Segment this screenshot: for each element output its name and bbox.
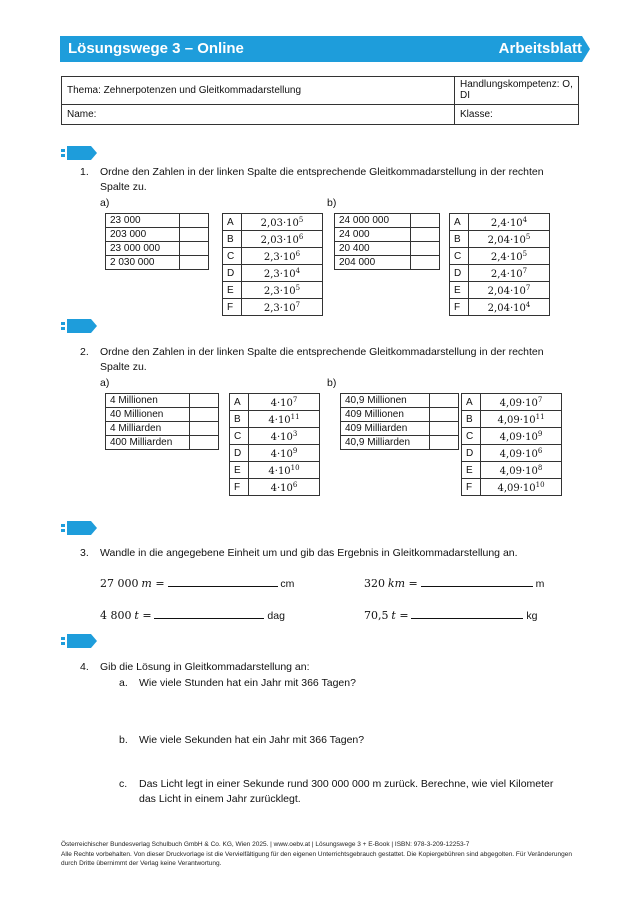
question-text: Gib die Lösung in Gleitkommadarstellung an: [100,661,310,673]
sci-notation: $4\cdot 10^6$ [249,479,320,496]
number-cell: 204 000 [335,256,411,270]
mantissa: 4 [268,415,275,426]
section-marker-icon [61,146,97,160]
question-text: Ordne den Zahlen in der linken Spalte die entsprechende Gleitkommadarstellung in der rechten Spalte zu. [100,346,544,373]
exponent: 3 [292,430,298,438]
option-letter: F [223,299,242,316]
sci-notation: $4,09\cdot 10^{11}$ [481,411,562,428]
sci-notation: $2,3\cdot 10^6$ [242,248,323,265]
section-marker-icon [61,634,97,648]
sub-label: c. [119,778,128,790]
exponent: 7 [537,396,543,404]
sci-notation: $2,3\cdot 10^7$ [242,299,323,316]
answer-box[interactable] [190,394,219,408]
sci-notation: $4,09\cdot 10^{10}$ [481,479,562,496]
answer-box[interactable] [430,394,459,408]
topic-cell: Thema: Zehnerpotenzen und Gleitkommadarstellung [62,77,455,105]
option-letter: D [223,265,242,282]
mantissa: 4,09 [499,449,522,460]
number-cell: 40,9 Milliarden [341,436,430,450]
sci-notation: $4\cdot 10^3$ [249,428,320,445]
part-label: b) [327,197,337,209]
class-field[interactable]: Klasse: [455,105,579,125]
option-letter: E [462,462,481,479]
mantissa: 4 [270,449,277,460]
number-cell: 2 030 000 [106,256,180,270]
number-cell: 409 Milliarden [341,422,430,436]
sci-notation: $4\cdot 10^{11}$ [249,411,320,428]
competence-cell: Handlungskompetenz: O, DI [455,77,579,105]
sci-notation: $2,3\cdot 10^4$ [242,265,323,282]
answer-box[interactable] [430,422,459,436]
sci-notation: $2,04\cdot 10^5$ [469,231,550,248]
q2a-left-table [105,393,219,450]
exponent: 9 [292,447,298,455]
sci-notation: $2,04\cdot 10^4$ [469,299,550,316]
number-cell: 203 000 [106,228,180,242]
name-field[interactable]: Name: [62,105,455,125]
exponent: 9 [537,430,543,438]
number-cell: 24 000 000 [335,214,411,228]
answer-box[interactable] [180,256,209,270]
mantissa: 2,4 [490,252,507,263]
subquestion-b [119,733,569,748]
option-letter: A [450,214,469,231]
option-letter: B [230,411,249,428]
sci-notation: $4\cdot 10^7$ [249,394,320,411]
answer-box[interactable] [190,408,219,422]
answer-line[interactable] [154,608,264,619]
question-2 [80,345,570,375]
exponent: 10 [290,464,300,472]
exponent: 10 [535,481,545,489]
mantissa: 4,09 [497,415,520,426]
exponent: 5 [522,250,528,258]
sci-notation: $4,09\cdot 10^8$ [481,462,562,479]
mantissa: 2,3 [263,269,280,280]
part-label: b) [327,377,337,389]
unit-var: t [391,609,396,622]
mantissa: 4 [270,398,277,409]
header-doc-type: Arbeitsblatt [498,40,582,57]
sci-notation: $2,4\cdot 10^7$ [469,265,550,282]
sci-notation: $2,03\cdot 10^5$ [242,214,323,231]
option-letter: C [223,248,242,265]
footer-rights: Alle Rechte vorbehalten. Von dieser Druckvorlage ist die Vervielfältigung für den eigenen Unterrichtsgebrauch gestattet. Die Kopiergebühren sind abgegolten. Für Veränderungen durch Dritte übernimmt der Verlag keine Verantwortung. [61,850,572,867]
option-letter: F [462,479,481,496]
sub-label: b. [119,734,128,746]
conversion-item: 4 800 t = dag [100,609,285,622]
mantissa: 4 [268,466,275,477]
mantissa: 2,04 [487,286,510,297]
exponent: 8 [537,464,543,472]
answer-line[interactable] [411,608,523,619]
mantissa: 4 [270,432,277,443]
answer-box[interactable] [430,436,459,450]
option-letter: B [223,231,242,248]
mantissa: 4,09 [499,398,522,409]
conversion-item: 320 km = m [364,577,545,590]
option-letter: D [450,265,469,282]
footer-publisher: Österreichischer Bundesverlag Schulbuch GmbH & Co. KG, Wien 2025. | www.oebv.at | Lösungswege 3 + E-Book | ISBN: 978-3-209-12253-7 [61,841,470,848]
header-title: Lösungswege 3 – Online [68,40,244,57]
option-letter: C [462,428,481,445]
option-letter: E [223,282,242,299]
number-cell: 24 000 [335,228,411,242]
answer-box[interactable] [180,242,209,256]
mantissa: 2,03 [260,218,283,229]
mantissa: 4,09 [499,432,522,443]
option-letter: A [223,214,242,231]
mantissa: 2,04 [487,303,510,314]
answer-box[interactable] [180,214,209,228]
option-letter: D [462,445,481,462]
subquestion-c [119,777,574,807]
exponent: 4 [522,216,528,224]
number-cell: 4 Millionen [106,394,190,408]
answer-box[interactable] [180,228,209,242]
footer [61,840,581,869]
question-4 [80,660,570,675]
answer-box[interactable] [411,256,440,270]
number-cell: 409 Millionen [341,408,430,422]
exponent: 7 [295,301,301,309]
exponent: 5 [298,216,304,224]
q1a-left-table [105,213,209,270]
number-cell: 40,9 Millionen [341,394,430,408]
mantissa: 2,03 [260,235,283,246]
exponent: 11 [535,413,545,421]
number-cell: 4 Milliarden [106,422,190,436]
sub-text: Wie viele Sekunden hat ein Jahr mit 366 Tagen? [139,734,365,746]
q1a-right-table [222,213,323,316]
info-table [61,76,579,125]
question-text: Wandle in die angegebene Einheit um und gib das Ergebnis in Gleitkommadarstellung an. [100,547,518,559]
unit-var: km [387,577,406,590]
answer-box[interactable] [190,422,219,436]
option-letter: E [230,462,249,479]
sci-notation: $2,03\cdot 10^6$ [242,231,323,248]
sci-notation: $4\cdot 10^9$ [249,445,320,462]
target-unit: kg [526,610,538,622]
question-number: 3. [80,547,89,559]
sci-notation: $4,09\cdot 10^6$ [481,445,562,462]
value: 320 [364,577,385,590]
subquestion-a [119,676,569,691]
conversion-item: 70,5 t = kg [364,609,538,622]
exponent: 6 [292,481,298,489]
exponent: 7 [292,396,298,404]
mantissa: 4 [270,483,277,494]
mantissa: 4,09 [499,466,522,477]
sub-label: a. [119,677,128,689]
value: 4 800 [100,609,132,622]
unit-var: m [141,577,152,590]
exponent: 5 [525,233,531,241]
q1b-left-table [334,213,440,270]
answer-box[interactable] [430,408,459,422]
option-letter: F [450,299,469,316]
exponent: 4 [525,301,531,309]
conversion-item: 27 000 m = cm [100,577,295,590]
exponent: 5 [295,284,301,292]
mantissa: 2,3 [263,303,280,314]
answer-box[interactable] [190,436,219,450]
option-letter: E [450,282,469,299]
question-text: Ordne den Zahlen in der linken Spalte die entsprechende Gleitkommadarstellung in der rechten Spalte zu. [100,166,544,193]
sci-notation: $2,04\cdot 10^7$ [469,282,550,299]
mantissa: 2,3 [263,286,280,297]
target-unit: m [535,578,545,590]
sci-notation: $2,4\cdot 10^4$ [469,214,550,231]
sub-text: Wie viele Stunden hat ein Jahr mit 366 Tagen? [139,677,356,689]
question-1 [80,165,570,195]
number-cell: 40 Millionen [106,408,190,422]
sci-notation: $4,09\cdot 10^9$ [481,428,562,445]
target-unit: cm [280,578,295,590]
exponent: 6 [537,447,543,455]
sci-notation: $2,4\cdot 10^5$ [469,248,550,265]
section-marker-icon [61,521,97,535]
q1b-right-table [449,213,550,316]
value: 70,5 [364,609,389,622]
exponent: 7 [525,284,531,292]
option-letter: A [230,394,249,411]
option-letter: F [230,479,249,496]
sci-notation: $4,09\cdot 10^7$ [481,394,562,411]
section-marker-icon [61,319,97,333]
target-unit: dag [267,610,285,622]
exponent: 7 [522,267,528,275]
answer-line[interactable] [168,576,278,587]
number-cell: 400 Milliarden [106,436,190,450]
option-letter: B [450,231,469,248]
option-letter: D [230,445,249,462]
part-label: a) [100,377,110,389]
mantissa: 2,04 [487,235,510,246]
option-letter: A [462,394,481,411]
answer-box[interactable] [411,242,440,256]
sci-notation: $2,3\cdot 10^5$ [242,282,323,299]
sub-text: Das Licht legt in einer Sekunde rund 300 000 000 m zurück. Berechne, wie viel Kilometer das Licht in einem Jahr zurücklegt. [139,778,554,805]
mantissa: 4,09 [497,483,520,494]
value: 27 000 [100,577,139,590]
sci-notation: $4\cdot 10^{10}$ [249,462,320,479]
number-cell: 23 000 000 [106,242,180,256]
answer-line[interactable] [421,576,533,587]
question-number: 1. [80,166,89,178]
unit-var: t [134,609,139,622]
answer-box[interactable] [411,214,440,228]
mantissa: 2,3 [263,252,280,263]
question-number: 4. [80,661,89,673]
exponent: 4 [295,267,301,275]
number-cell: 23 000 [106,214,180,228]
mantissa: 2,4 [490,269,507,280]
exponent: 6 [295,250,301,258]
answer-box[interactable] [411,228,440,242]
number-cell: 20 400 [335,242,411,256]
header-arrow-tip [582,36,590,62]
option-letter: C [450,248,469,265]
mantissa: 2,4 [490,218,507,229]
question-3 [80,546,570,561]
question-number: 2. [80,346,89,358]
exponent: 6 [298,233,304,241]
exponent: 11 [290,413,300,421]
option-letter: C [230,428,249,445]
option-letter: B [462,411,481,428]
q2b-left-table [340,393,459,450]
q2b-right-table [461,393,562,496]
part-label: a) [100,197,110,209]
q2a-right-table [229,393,320,496]
